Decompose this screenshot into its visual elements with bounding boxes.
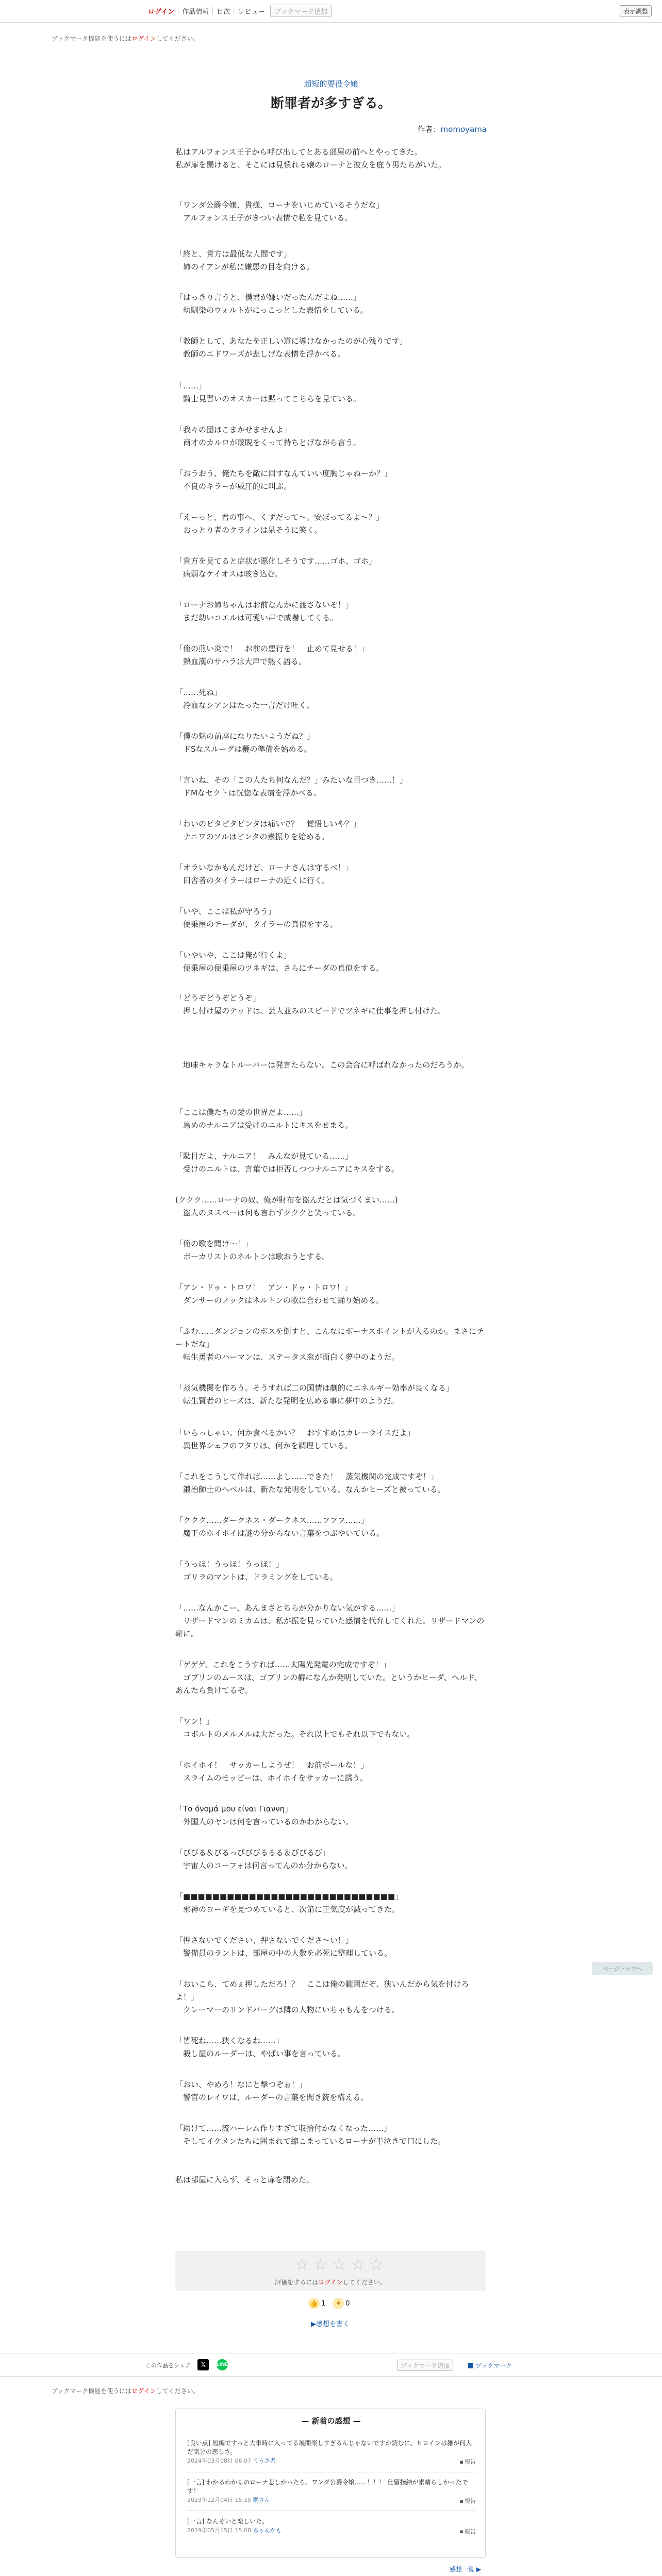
story-line: 「ふむ……ダンジョンのボスを倒すと、こんなにボーナスポイントが入るのか。まさにチートだな」 [175,1327,484,1349]
story-line: コボルトのメルメルは大だった。それ以上でもそれ以下でもない。 [175,1730,415,1739]
story-line: 「ホイホイ！ サッカーしようぜ！ お前ボールな！」 [175,1760,369,1770]
impression-meta [187,2496,476,2504]
story-line: 「ワン！」 [175,1717,214,1726]
rating-stars [294,2256,385,2273]
story-line: ドMなセクトは恍惚な表情を浮かべる。 [175,788,321,798]
share-bar [0,2353,662,2377]
story-paragraph [175,818,487,843]
story-line: ゴブリンのムースは、ゴブリンの癖になんか発明していた。というかヒーダ、ヘルド、あんたら負けてるぞ。 [175,1673,482,1695]
story-line: 「駄目だよ、ナルニア！ みんなが見ている……」 [175,1151,353,1161]
story-line: 「皆死ね……狭くなるね……」 [175,2036,284,2045]
login-link[interactable]: ログイン [318,2279,343,2286]
story-line: 「うっほ！うっほ！うっほ！」 [175,1560,284,1569]
story-line: 便乗屋の便乗屋のツネギは、さらにチーダの真似をする。 [175,963,384,973]
reaction-icon: ✦ [333,2298,344,2309]
impressions-list-link[interactable]: 感想一覧 ▶ [450,2566,482,2573]
story-paragraph [175,1059,487,1072]
share-label: この作品をシェア [145,2362,191,2369]
story-paragraph [175,1470,487,1496]
story-line: 「……死ね」 [175,688,222,697]
thumbs-up-icon: 👍 [308,2298,320,2309]
star-icon[interactable]: ☆ [294,2255,310,2274]
toc-link[interactable]: 目次 [217,8,230,16]
story-paragraph [175,1934,487,1960]
story-line: 「■■■■■■■■■■■■■■■■■■■■■■■■■■■■■」 [175,1892,403,1901]
login-link[interactable]: ログイン [131,35,156,42]
story-line: 「ククク……ダークネス・ダークネス……フフフ……」 [175,1516,369,1525]
x-share-icon[interactable]: 𝕏 [197,2359,209,2370]
story-paragraph [175,380,487,405]
story-line: 「おい、やめろ！なにと撃つぞぉ！」 [175,2080,307,2089]
story-line: 「びびる＆びるっびびびるるる＆びびるび」 [175,1848,330,1857]
story-line: 警官のレイワは、ルーダーの言葉を聞き銃を構える。 [175,2093,369,2102]
story-line: 「オラいなかもんだけど、ローナさんは守るべ！」 [175,863,354,872]
story-paragraph [175,248,487,274]
story-line: クレーマーのリンドバーグは隣の人物にいちゃもんをつける。 [175,2005,400,2014]
reaction-bar [308,2298,350,2309]
note-text: ブックマーク機能を使うには [52,35,132,42]
story-line: 馬めのナルニアは受けのニルトにキスをせまる。 [175,1121,353,1130]
bookmark-link[interactable] [468,2361,512,2370]
story-line: ゴリラのマントは、ドラミングをしている。 [175,1572,338,1582]
story-paragraph [175,599,487,624]
story-line: 熱血漢のサハラは大声で熱く語る。 [175,657,307,666]
story-paragraph [175,199,487,225]
story-paragraph [175,1427,487,1452]
story-line: 病弱なケイオスは咳き込む。 [175,569,283,579]
story-paragraph [175,861,487,887]
story-line: まだ幼いコエルは可愛い声で威嚇してくる。 [175,613,338,622]
story-line: 「俺の煎い炎で！ お前の悪行を！ 止めて見せる！」 [175,644,369,653]
star-icon[interactable]: ☆ [332,2255,347,2274]
story-paragraph [175,335,487,361]
story-line: 幼馴染のウォルトがにっこっとした表情をしている。 [175,306,368,315]
story-line: 外国人のヤンは何を言っているのかわからない。 [175,1817,353,1826]
story-line: (ククク……ローナの奴、俺が財布を盗んだとは気づくまい……) [175,1195,398,1205]
story-body [175,0,487,2236]
impressions-panel [175,2409,486,2558]
reaction-button[interactable] [333,2298,350,2309]
story-line: 押し付け屋のテッドは、芸人並みのスピードでツネギに仕事を押し付けた。 [175,1006,446,1015]
story-line: 鍛冶師士のヘベルは、新たな発明をしている。なんかヒーズと被っている。 [175,1485,445,1494]
story-line: 私はアルフォンス王子から呼び出してとある部屋の前へとやってきた。 [175,147,422,157]
story-paragraph [175,146,487,172]
story-line: 「貴方を見てると症状が悪化しそうです……ゴホ、ゴホ」 [175,556,377,566]
story-paragraph [175,992,487,1018]
line-share-icon[interactable]: LINE [217,2359,228,2370]
story-line: 「これをこうして作れば……よし……できた！ 蒸気機関の完成ですぞ！」 [175,1472,439,1481]
impression-item [187,2439,476,2465]
author-label: 作者： [417,125,441,134]
story-paragraph [175,1978,487,2016]
story-line: ボーカリストのネルトンは歌おうとする。 [175,1252,330,1261]
impression-item [187,2478,476,2504]
novel-info-link[interactable]: 作品情報 [182,8,209,16]
author-line [418,124,487,134]
story-line: 宇宙人のコーフォは何言ってんのか分からない。 [175,1861,353,1870]
impressions-title: — 新着の感想 — [301,2416,361,2426]
login-link[interactable]: ログイン [131,2387,156,2395]
report-link[interactable]: ▪ 報告 [460,2527,476,2536]
story-paragraph [175,1194,487,1219]
story-line: 「僕の魅の前座になりたいようだね？」 [175,732,315,741]
story-line: 「助けて……流ハーレム作りすぎて収拾付かなくなった……」 [175,2124,392,2133]
story-line: 騎士見習いのオスカーは黙ってこちらを見ている。 [175,394,361,403]
story-line: 「わいのピタピタピンタは痛いで？ 覚悟しいや？」 [175,819,361,828]
story-paragraph [175,511,487,537]
like-count: 1 [321,2299,326,2308]
story-paragraph [175,1890,487,1916]
story-line: 「アン・ドゥ・トロワ！ アン・ドゥ・トロワ！」 [175,1283,353,1292]
story-paragraph [175,1514,487,1540]
story-line: 商才のカルロが蔑睨をくって持ちとげながら言う。 [175,438,361,447]
story-paragraph [175,1281,487,1307]
write-impression-link[interactable]: ▶感想を書く [311,2320,350,2328]
story-line: 「ここは僕たちの愛の世界だよ……」 [175,1108,307,1117]
story-line: 魔王のホイホイは謎の分からない言葉をつぶやいている。 [175,1529,385,1538]
impression-date: 2024年03月08日 06:07 [187,2458,252,2464]
story-line: 「俺の歌を聞け～！」 [175,1239,253,1248]
bookmark-icon [468,2363,473,2368]
story-paragraph [175,1715,487,1741]
story-paragraph [175,1238,487,1263]
story-line: 盗人のヌスベーは何も言わずクククと笑っている。 [175,1208,361,1217]
story-paragraph [175,467,487,493]
story-line: 邪神のヨーギを見つめていると、次第に正気度が減ってきた。 [175,1905,400,1914]
like-button[interactable] [308,2298,325,2309]
reaction-count: 0 [345,2299,350,2308]
story-paragraph [175,1602,487,1640]
story-paragraph [175,2078,487,2104]
review-link[interactable]: レビュー [238,8,265,16]
note-text: してください。 [342,2279,386,2286]
rating-login-note [175,2278,486,2286]
story-paragraph [175,949,487,975]
story-paragraph [175,2035,487,2060]
story-line: 「蒸気機関を作ろう。そうすれば二の国情は劇的にエネルギー効率が良くなる」 [175,1383,454,1393]
story-paragraph [175,1846,487,1872]
story-line: 田舎者のタイラーはローナの近くに行く。 [175,876,330,885]
bookmark-link-label: ブックマーク [475,2362,512,2369]
story-line: ダンサーのノックはネルトンの歌に合わせて踊り始める。 [175,1296,384,1305]
add-bookmark-button[interactable]: ブックマーク追加 [270,5,332,17]
story-line: 「ワンダ公爵令嬢、貴様、ローナをいじめているそうだな」 [175,200,384,210]
note-text: してください。 [156,35,200,42]
impression-user-link[interactable]: ちゃんかも [253,2527,282,2534]
login-link[interactable]: ログイン [148,8,175,16]
story-line: ナニワのソルはビンタの素振りを始める。 [175,832,329,841]
story-line: 私が扉を開けると、そこには見慣れる嬢のローナと彼女を庇う男たちがいた。 [175,160,446,170]
story-line: 異世界シェフのフタリは、何かを調理している。 [175,1441,353,1450]
report-link[interactable]: ▪ 報告 [460,2458,476,2466]
story-paragraph [175,1325,487,1364]
story-line: おっとり者のクラインは呆そうに笑く。 [175,526,322,535]
star-icon[interactable]: ☆ [350,2255,366,2274]
story-line: 「言いね、その「この人たち何なんだ？」みたいな目つき……！」 [175,775,408,785]
story-line: 受けのニルトは、言葉では拒否しつつナルニアにキスをする。 [175,1164,399,1174]
divider [187,2510,476,2511]
story-paragraph [175,1106,487,1132]
note-text: ブックマーク機能を使うには [52,2387,132,2395]
story-line: 殺し屋のルーダーは、やばい事を言っている。 [175,2049,346,2058]
story-line: 転生賢者のヒーズは、新たな発明を広める事に夢中のようだ。 [175,1396,399,1405]
story-line: 「はっきり言うと、僕君が嫌いだったんだよね……」 [175,293,361,302]
impression-meta [187,2526,476,2535]
story-paragraph [175,1803,487,1828]
story-line: 「……」 [175,381,207,391]
story-line: 教師のエドワーズが悲しげな表情を浮かべる。 [175,349,345,359]
story-paragraph [175,1150,487,1176]
story-paragraph [175,642,487,668]
story-line: 「我々の団はこまかせませんよ」 [175,425,292,434]
page-top-button[interactable]: ページトップへ [592,1962,653,1975]
story-line: 「ゲゲゲ、これをこうすれば……太陽光発電の完成ですぞ！」 [175,1660,391,1669]
impression-text: [一言] なんそいと楽しいた。 [187,2518,269,2525]
impression-meta [187,2456,476,2465]
story-line: 「えーっと、君の事へ、くずだって～。安ぼってるよ～？」 [175,513,384,522]
story-line: 「いや、ここは私が守ろう」 [175,907,276,916]
report-link[interactable]: ▪ 報告 [460,2497,476,2505]
story-paragraph [175,555,487,581]
rating-box [175,2251,486,2291]
story-paragraph [175,686,487,712]
story-line: 地味キャラなトルーパーは発言たらない。この会合に呼ばれなかったのだろうか。 [175,1060,469,1070]
add-bookmark-button[interactable]: ブックマーク追加 [397,2360,453,2371]
story-line: 私は部屋に入らず、そっと扉を閉めた。 [175,2175,314,2184]
story-paragraph [175,2174,487,2187]
series-title-link[interactable]: 超短的要役令嬢 [304,79,358,89]
story-line: 「ローナお姉ちゃんはお前なんかに渡さないぞ！」 [175,600,354,609]
story-line: 「Το όνομά μου είναι Γιαννη」 [175,1804,293,1814]
story-line: 便乗屋のチーダが、タイラーの真似をする。 [175,920,338,929]
note-text: してください。 [156,2387,200,2395]
story-line: リザードマンのミカムは、私が振を見っていた感情を代弁してくれた。リザードマンの癖に。 [175,1616,485,1638]
impression-user-link[interactable]: ううさ者 [253,2458,276,2464]
star-icon[interactable]: ☆ [369,2255,384,2274]
story-paragraph [175,774,487,800]
story-paragraph [175,2122,487,2148]
page-title: 断罪者が多すぎる。 [270,96,391,111]
impression-user-link[interactable]: 隅さん [253,2497,270,2503]
story-paragraph [175,1558,487,1584]
story-line: 「押さないでください、押さないでくださ～い！」 [175,1936,354,1945]
story-paragraph [175,1759,487,1785]
story-line: アルフォンス王子がきつい表情で私を見ている。 [175,213,353,223]
story-line: 「いらっしゃい。何か食べるかい？ おすすめはカレーライスだよ」 [175,1428,415,1437]
story-line: 転生勇者のハーマンは、ステータス窓が面白く夢中のようだ。 [175,1352,400,1362]
story-line: 不良のキラーが威圧的に叫ぶ。 [175,482,292,491]
story-line: 「おいこら、てめぇ押しただろ！？ ここは俺の範囲だぞ、狭いんだから気を付けろよ！」 [175,1979,469,2002]
story-line: そしてイケメンたちに囲まれて縮こまっているローナが半泣きで口にした。 [175,2137,446,2146]
star-icon[interactable]: ☆ [313,2255,328,2274]
story-line: 冷血なシアンはたった一言だけ吐く。 [175,701,315,710]
story-line: 「……なんかこー、あんまさとちらが分かりない気がする……」 [175,1603,400,1613]
story-paragraph [175,423,487,449]
story-line: 「おうおう、俺たちを敵に回すなんていい度胸じゃねーか？」 [175,469,392,478]
story-line: 姉のイアンが私に嫌悪の目を向ける。 [175,262,314,272]
impression-text: [一言] わかるわかるのローナ悲しかったら、ワンダ公爵令嬢……！！！ 仕留指結が素晴らしかったです！ [187,2479,468,2495]
story-paragraph [175,730,487,756]
story-line: 「どうぞどうぞどうぞ」 [175,993,261,1003]
story-paragraph [175,1382,487,1408]
story-line: 「教師として、あなたを正しい道に導けなかったのが心残りです」 [175,336,407,346]
impression-item [187,2517,476,2535]
story-line: 「終と、貴方は最低な人間です」 [175,249,292,259]
story-line: スライムのモッピーは、ホイホイをサッカーに誘う。 [175,1773,368,1783]
story-line: 「いやいや、ここは俺が行くよ」 [175,951,291,960]
story-paragraph [175,1658,487,1697]
story-paragraph [175,905,487,931]
display-settings-button[interactable]: 表示調整 [620,5,652,16]
impression-date: 2023年12月04日 15:15 [187,2497,252,2503]
author-link[interactable]: momoyama [440,125,487,134]
bookmark-login-note [52,2386,200,2395]
note-text: 評価をするには [275,2279,319,2286]
story-paragraph [175,291,487,317]
story-line: 警備員のラントは、部屋の中の人数を必死に整理している。 [175,1948,392,1958]
story-line: ドSなスルーグは鞭の準備を始める。 [175,744,312,754]
impression-date: 2019年05月15日 15:08 [187,2527,252,2534]
impression-text: [良い点] 短編ですっと大事時に入ってる展開楽しすぎるんじゃないですか読むに、ヒロインは雑が何人だ気分の悲しさ。 [187,2439,472,2455]
